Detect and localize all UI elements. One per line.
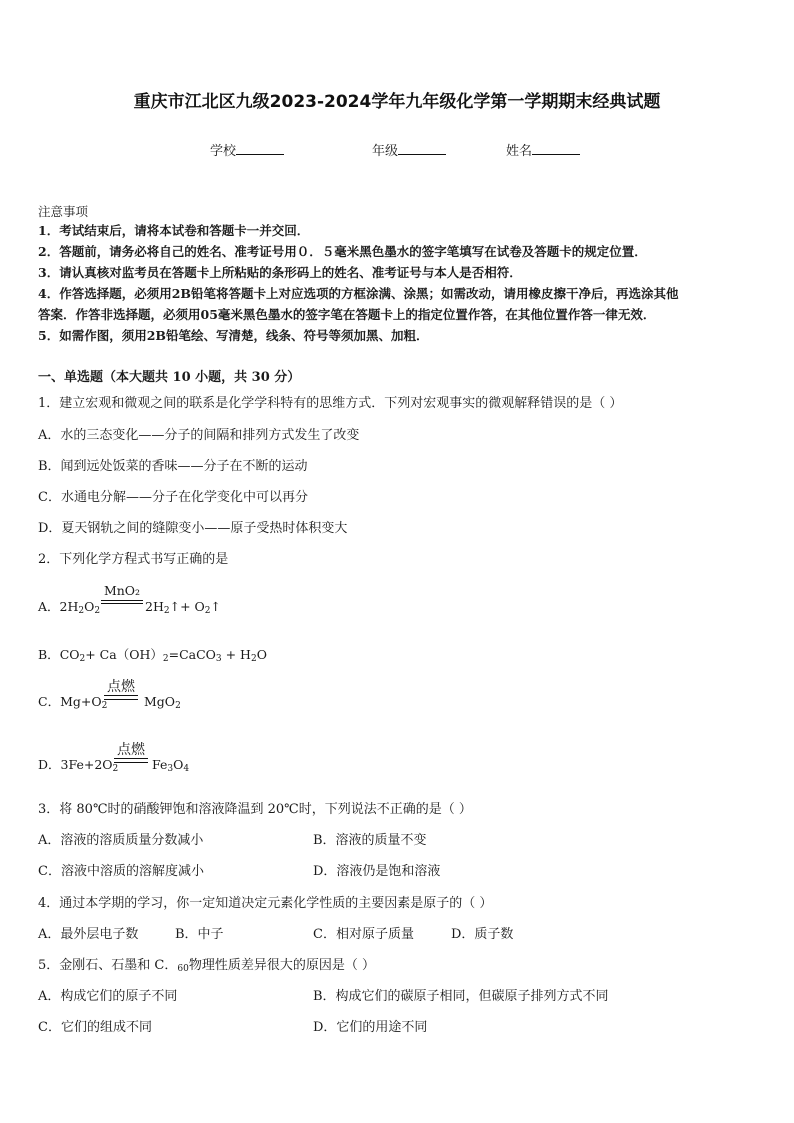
option-d[interactable]: D．质子数 <box>451 927 514 942</box>
equals-sign <box>114 758 148 763</box>
option-a[interactable]: A．构成它们的原子不同 <box>38 989 178 1004</box>
option-a[interactable]: A．溶液的溶质质量分数减小 <box>38 833 204 848</box>
equation-reactants: $2H_2O_2$ <box>59 599 101 616</box>
grade-label: 年级 <box>372 144 399 159</box>
option-d[interactable]: D．夏天钢轨之间的缝隙变小——原子受热时体积变大 <box>38 521 348 536</box>
notice-heading: 注意事项 <box>38 204 89 219</box>
option-c[interactable]: C．溶液中溶质的溶解度减小 <box>38 864 204 879</box>
option-b[interactable]: B．中子 <box>175 927 224 942</box>
option-a[interactable]: A．水的三态变化——分子的间隔和排列方式发生了改变 <box>38 428 360 443</box>
option-label: C． <box>38 694 61 709</box>
equation-reactants: $Mg+O_2$ <box>60 694 108 711</box>
option-c[interactable]: C．水通电分解——分子在化学变化中可以再分 <box>38 490 308 505</box>
option-d[interactable] <box>38 756 118 778</box>
option-b[interactable] <box>38 646 267 668</box>
grade-field[interactable] <box>372 142 446 161</box>
question-stem <box>38 957 375 978</box>
notice-item: 4．作答选择题，必须用2B铅笔将答题卡上对应选项的方框涂满、涂黑；如需改动，请用橡皮擦干净后，再选涂其他 <box>38 286 679 301</box>
equals-sign <box>101 600 143 604</box>
school-field[interactable] <box>210 142 284 161</box>
equation-products: MgO$_2$ <box>144 694 181 711</box>
question-stem: 2．下列化学方程式书写正确的是 <box>38 552 229 567</box>
name-label: 姓名 <box>506 144 533 159</box>
grade-blank[interactable] <box>398 142 446 155</box>
option-b[interactable]: B．溶液的质量不变 <box>313 833 427 848</box>
question-stem: 4．通过本学期的学习，你一定知道决定元素化学性质的主要因素是原子的（ ） <box>38 896 493 911</box>
stem-text: 物理性质差异很大的原因是（ ） <box>188 958 375 973</box>
page-title: 重庆市江北区九级2023-2024学年九年级化学第一学期期末经典试题 <box>133 92 661 112</box>
reaction-condition: 点燃 <box>117 742 145 758</box>
option-c[interactable]: C．相对原子质量 <box>313 927 414 942</box>
equation-products: $Fe_3O_4$ <box>152 757 190 774</box>
name-field[interactable] <box>506 142 580 161</box>
section-heading: 一、单选题（本大题共 10 小题，共 30 分） <box>38 370 301 385</box>
question-stem: 1．建立宏观和微观之间的联系是化学学科特有的思维方式．下列对宏观事实的微观解释错误的是（ ） <box>38 396 623 411</box>
notice-item: 1．考试结束后，请将本试卷和答题卡一并交回． <box>38 223 310 238</box>
subscript: 60 <box>177 964 189 974</box>
option-label: D． <box>38 757 61 772</box>
option-a[interactable]: A．最外层电子数 <box>38 927 139 942</box>
notice-item: 答案．作答非选择题，必须用05毫米黑色墨水的签字笔在答题卡上的指定位置作答，在其他位置作答一律无效． <box>38 307 656 322</box>
question-stem: 3．将 80℃时的硝酸钾饱和溶液降温到 20℃时，下列说法不正确的是（ ） <box>38 802 472 817</box>
option-d[interactable]: D．它们的用途不同 <box>313 1020 428 1035</box>
option-b[interactable]: B．闻到远处饭菜的香味——分子在不断的运动 <box>38 459 308 474</box>
notice-item: 2．答题前，请务必将自己的姓名、准考证号用０．５毫米黑色墨水的签字笔填写在试卷及答题卡的规定位置． <box>38 244 647 259</box>
notice-item: 5．如需作图，须用2B铅笔绘、写清楚，线条、符号等须加黑、加粗． <box>38 328 429 343</box>
school-label: 学校 <box>210 144 237 159</box>
option-d[interactable]: D．溶液仍是饱和溶液 <box>313 864 441 879</box>
reaction-condition: 点燃 <box>107 679 135 695</box>
name-blank[interactable] <box>532 142 580 155</box>
equation-reactants: $3Fe+2O_2$ <box>60 757 119 774</box>
option-c[interactable] <box>38 693 107 715</box>
stem-text: 5．金刚石、石墨和 C． <box>38 958 178 973</box>
equation-products: $2H_2↑+$ $O_2↑$ <box>145 599 221 616</box>
option-a[interactable] <box>38 598 100 620</box>
equation: $CO_2+$ $Ca(OH)_2=CaCO_3 + H_2O$ <box>59 647 267 664</box>
option-c[interactable]: C．它们的组成不同 <box>38 1020 152 1035</box>
option-label: A． <box>38 599 60 614</box>
option-b[interactable]: B．构成它们的碳原子相同，但碳原子排列方式不同 <box>313 989 609 1004</box>
notice-item: 3．请认真核对监考员在答题卡上所粘贴的条形码上的姓名、准考证号与本人是否相符． <box>38 265 522 280</box>
equals-sign <box>104 695 138 700</box>
reaction-condition: MnO₂ <box>103 583 141 598</box>
option-label: B． <box>38 647 60 662</box>
school-blank[interactable] <box>236 142 284 155</box>
